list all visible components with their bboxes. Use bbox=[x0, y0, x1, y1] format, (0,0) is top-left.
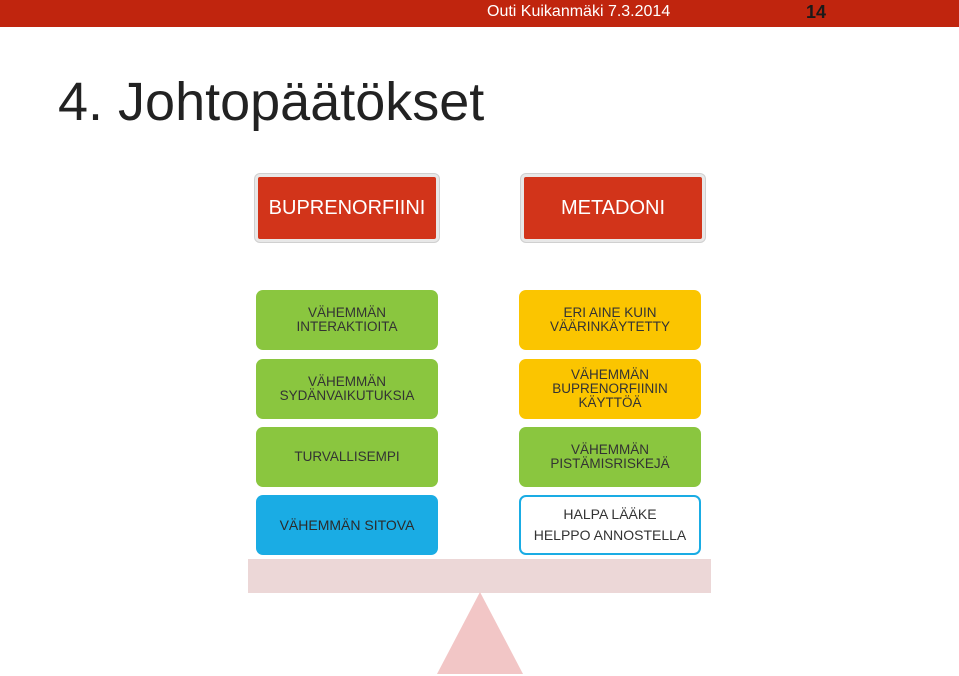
header-bar bbox=[0, 0, 959, 27]
right-item-4 bbox=[519, 495, 701, 555]
left-item-3-label: TURVALLISEMPI bbox=[294, 449, 400, 464]
slide-title: 4. Johtopäätökset bbox=[58, 72, 485, 132]
left-item-1 bbox=[256, 290, 438, 350]
buprenorfiini-heading: BUPRENORFIINI bbox=[255, 174, 439, 242]
right-item-3 bbox=[519, 427, 701, 487]
left-item-2 bbox=[256, 359, 438, 419]
page-number: 14 bbox=[806, 2, 827, 22]
author-date: Outi Kuikanmäki 7.3.2014 bbox=[487, 3, 671, 20]
left-item-4 bbox=[256, 495, 438, 555]
left-item-2-label: VÄHEMMÄN SYDÄNVAIKUTUKSIA bbox=[279, 374, 415, 403]
scale-fulcrum-triangle bbox=[437, 592, 523, 674]
right-item-2 bbox=[519, 359, 701, 419]
left-item-4-label: VÄHEMMÄN SITOVA bbox=[279, 517, 415, 533]
right-item-3-label: VÄHEMMÄN PISTÄMISRISKEJÄ bbox=[550, 442, 670, 471]
left-item-1-label: VÄHEMMÄN INTERAKTIOITA bbox=[296, 305, 398, 334]
right-item-1-label: ERI AINE KUIN VÄÄRINKÄYTETTY bbox=[549, 305, 671, 334]
right-item-4-label: HALPA LÄÄKE HELPPO ANNOSTELLA bbox=[533, 506, 687, 543]
right-item-2-label: VÄHEMMÄN BUPRENORFIININ KÄYTTÖÄ bbox=[552, 367, 668, 410]
right-item-1 bbox=[519, 290, 701, 350]
scale-beam bbox=[248, 559, 711, 593]
metadoni-heading: METADONI bbox=[521, 174, 705, 242]
left-item-3 bbox=[256, 427, 438, 487]
